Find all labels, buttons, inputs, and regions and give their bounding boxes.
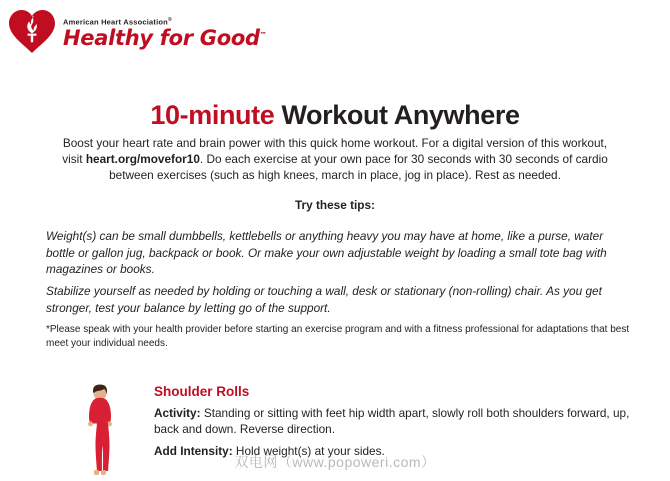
activity-label: Activity: — [154, 406, 201, 420]
activity-text: Standing or sitting with feet hip width apart, slowly roll both shoulders forward, up, back and down. Reverse direction. — [154, 406, 630, 437]
aha-logo — [8, 8, 266, 54]
disclaimer-text: *Please speak with your health provider before starting an exercise program and with a fitness professional for adaptations that best meet your individual needs. — [46, 324, 630, 349]
exercise-details — [154, 382, 636, 464]
tip-item: Weight(s) can be small dumbbells, kettlebells or anything heavy you may have at home, like a purse, water bottle or gallon jug, backpack or book. Or make your own adjustable weight by loading a small tote bag with magazines or books. — [46, 228, 607, 277]
title-rest: Workout Anywhere — [274, 100, 520, 131]
org-name: American Heart Association® — [63, 17, 172, 27]
woman-standing-figure-icon — [80, 384, 120, 476]
exercise-name: Shoulder Rolls — [154, 384, 250, 399]
intro-link[interactable]: heart.org/movefor10 — [85, 151, 200, 166]
tips-heading: Try these tips: — [295, 198, 375, 212]
title-highlight: 10-minute — [150, 100, 275, 131]
logo-wordmark — [63, 8, 266, 49]
intro-text-part2: . Do each exercise at your own pace for 30 seconds with 30 seconds of cardio between exercises (such as high knees, march in place, jog in place). Rest as needed. — [109, 151, 608, 182]
tip-item: Stabilize yourself as needed by holding or touching a wall, desk or stationary (non-rolling) chair. As you get stronger, test your balance by letting go of the support. — [46, 283, 602, 315]
program-name: Healthy for Good™ — [63, 25, 267, 50]
exercise-intensity — [154, 443, 636, 459]
page-title — [0, 100, 670, 131]
watermark-text: 双电网（www.popoweri.com） — [234, 454, 436, 470]
exercise-activity — [154, 405, 636, 438]
intro-paragraph — [60, 136, 610, 184]
intro-text-part1: Boost your heart rate and brain power with this quick home workout. For a digital version of this workout, visit — [62, 135, 608, 166]
exercise-block — [46, 382, 636, 476]
exercise-figure — [46, 382, 154, 476]
heart-torch-icon — [8, 8, 56, 54]
intensity-text: Hold weight(s) at your sides. — [232, 443, 385, 458]
intensity-label: Add Intensity: — [154, 443, 233, 458]
